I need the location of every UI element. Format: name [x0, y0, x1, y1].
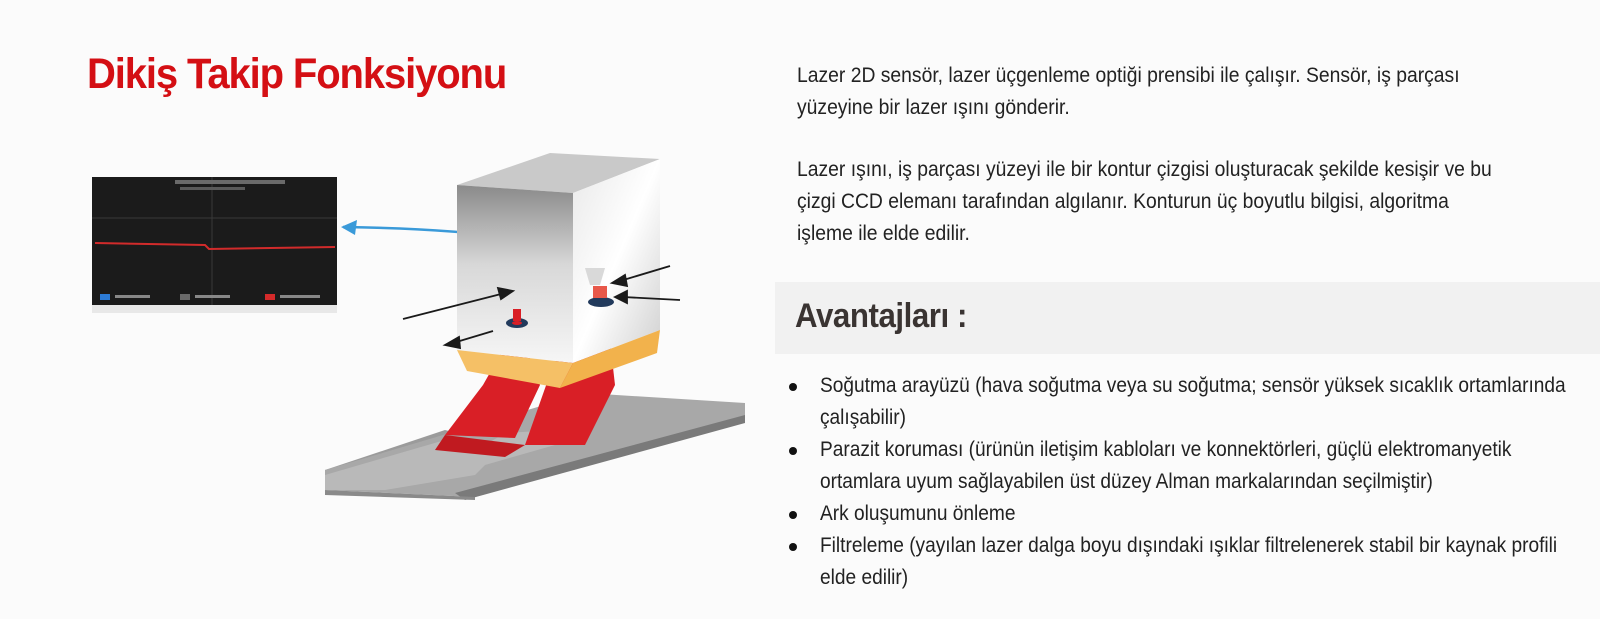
list-item: Soğutma arayüzü (hava soğutma veya su soğutma; sensör yüksek sıcaklık ortamlarında çalışabilir) — [785, 370, 1585, 434]
workpiece-plates — [325, 393, 745, 500]
advantages-title: Avantajları : — [795, 297, 967, 335]
intro-paragraph-2: Lazer ışını, iş parçası yüzeyi ile bir kontur çizgisi oluşturacak şekilde kesişir ve bu çizgi CCD elemanı tarafından algılanır. Konturun üç boyutlu bilgisi, algoritma işleme ile elde edilir. — [797, 158, 1492, 245]
bullet-icon — [789, 447, 797, 455]
list-item: Filtreleme (yayılan lazer dalga boyu dışındaki ışıklar filtrelenerek stabil bir kaynak profili elde edilir) — [785, 530, 1585, 594]
bullet-icon — [789, 543, 797, 551]
bullet-icon — [789, 511, 797, 519]
advantages-list — [785, 370, 1585, 594]
laser-sensor-head — [457, 153, 660, 388]
list-item: Parazit koruması (ürünün iletişim kabloları ve konnektörleri, güçlü elektromanyetik ortamlara uyum sağlayabilen üst düzey Alman markalarından seçilmiştir) — [785, 434, 1585, 498]
list-item: Ark oluşumunu önleme — [785, 498, 1585, 530]
bullet-icon — [789, 383, 797, 391]
advantages-header — [775, 282, 1600, 354]
page-title: Dikiş Takip Fonksiyonu — [87, 50, 507, 98]
intro-text — [775, 60, 1600, 250]
laser-sensor-illustration — [85, 145, 765, 520]
intro-paragraph-1: Lazer 2D sensör, lazer üçgenleme optiği prensibi ile çalışır. Sensör, iş parçası yüzeyine bir lazer ışını gönderir. — [797, 64, 1460, 119]
profile-monitor — [92, 177, 337, 313]
